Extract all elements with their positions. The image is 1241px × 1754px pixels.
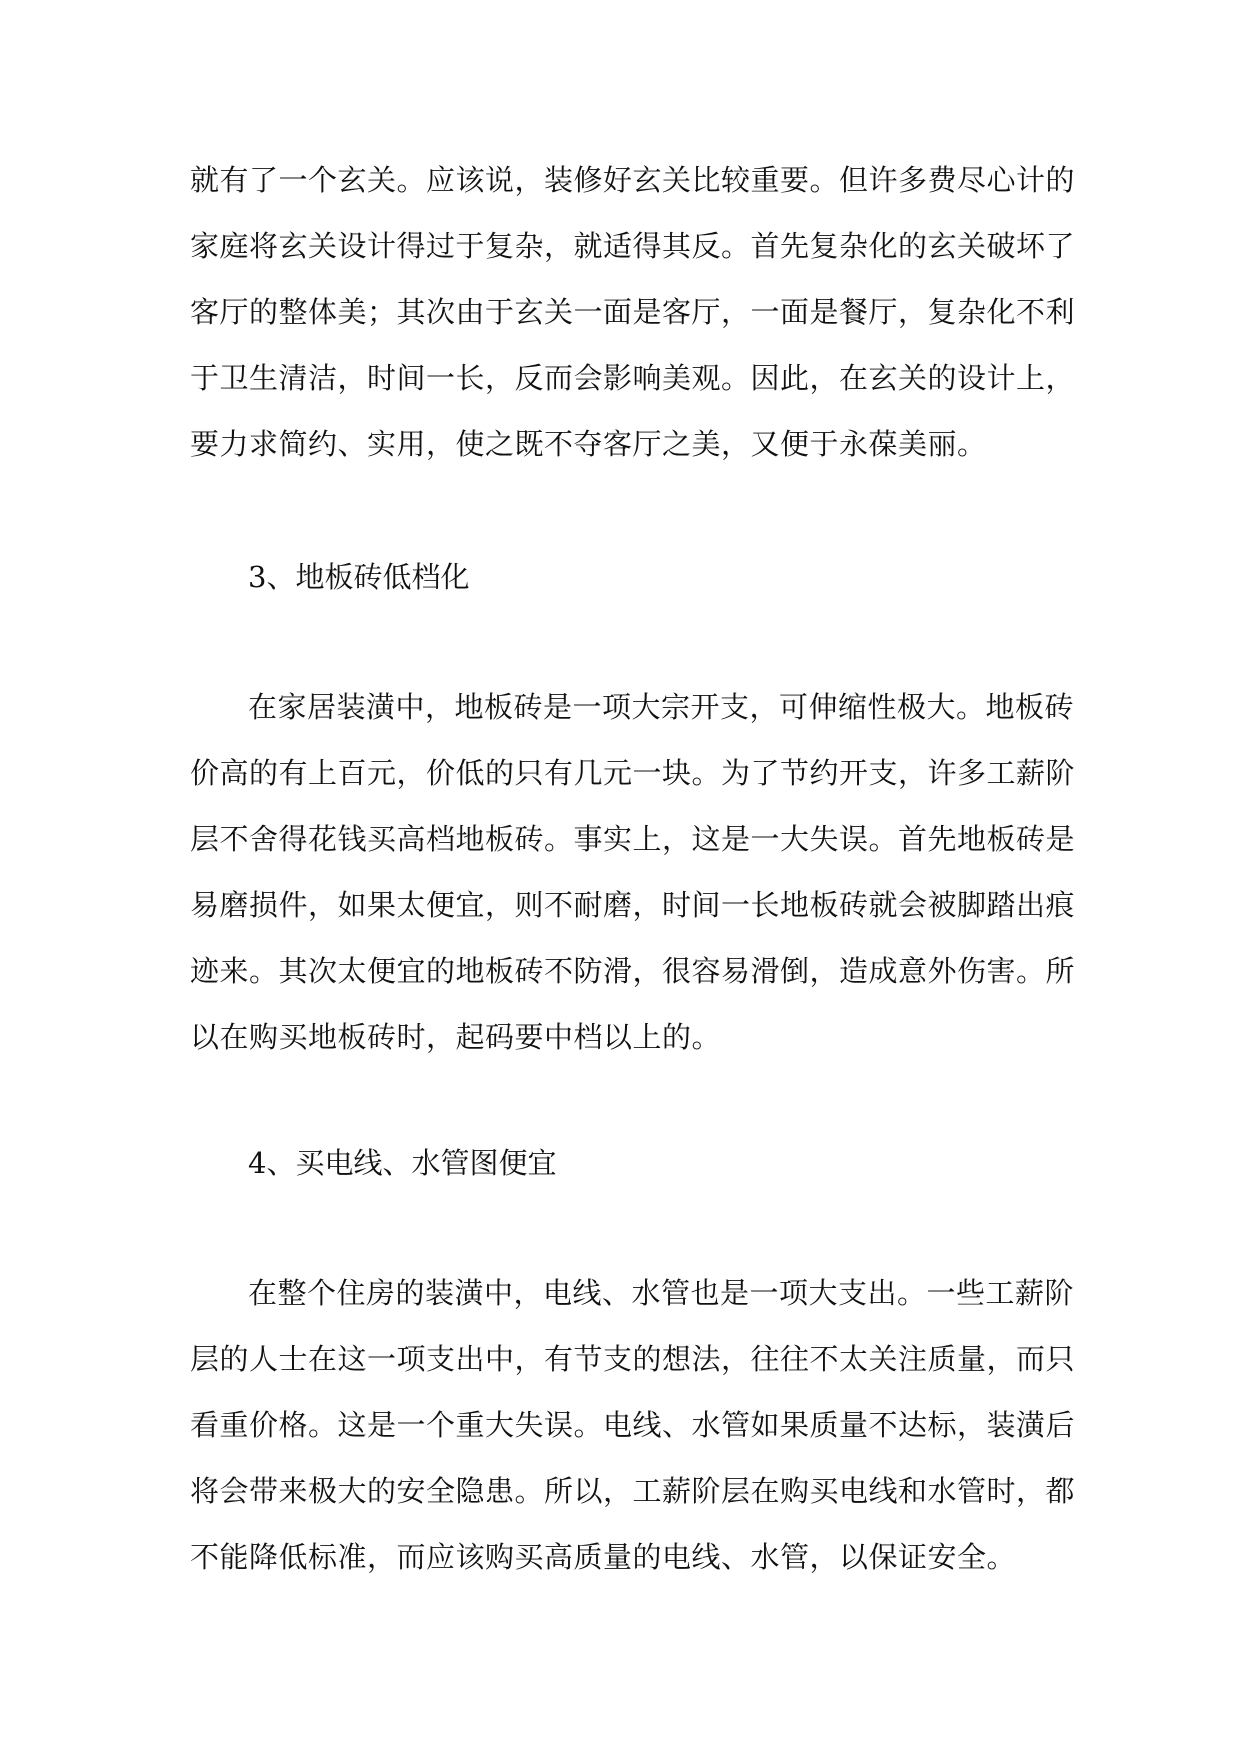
text-line: 以在购买地板砖时，起码要中档以上的。 [190,1020,722,1054]
text-line: 易磨损件，如果太便宜，则不耐磨，时间一长地板砖就会被脚踏出痕 [190,888,1076,922]
heading-wires-pipes: 4、买电线、水管图便宜 [248,1146,557,1180]
text-line: 不能降低标准，而应该购买高质量的电线、水管，以保证安全。 [190,1540,1017,1574]
text-line: 在家居装潢中，地板砖是一项大宗开支，可伸缩性极大。地板砖 [248,690,1075,724]
section-heading-3 [190,544,1060,610]
text-line: 将会带来极大的安全隐患。所以，工薪阶层在购买电线和水管时，都 [190,1474,1076,1508]
text-line: 要力求简约、实用，使之既不夺客厅之美，又便于永葆美丽。 [190,427,987,461]
text-line: 层的人士在这一项支出中，有节支的想法，往往不太关注质量，而只 [190,1342,1076,1376]
text-line: 于卫生清洁，时间一长，反而会影响美观。因此，在玄关的设计上， [190,361,1076,395]
text-line: 在整个住房的装潢中，电线、水管也是一项大支出。一些工薪阶 [248,1276,1075,1310]
text-line: 价高的有上百元，价低的只有几元一块。为了节约开支，许多工薪阶 [190,756,1076,790]
text-line: 客厅的整体美；其次由于玄关一面是客厅，一面是餐厅，复杂化不利 [190,295,1076,329]
section-heading-4 [190,1130,1060,1196]
text-line: 家庭将玄关设计得过于复杂，就适得其反。首先复杂化的玄关破坏了 [190,229,1076,263]
text-line: 看重价格。这是一个重大失误。电线、水管如果质量不达标，装潢后 [190,1408,1076,1442]
text-line: 迹来。其次太便宜的地板砖不防滑，很容易滑倒，造成意外伤害。所 [190,954,1076,988]
paragraph-entryway [190,147,1076,477]
paragraph-wires-pipes [190,1260,1076,1590]
text-line: 就有了一个玄关。应该说，装修好玄关比较重要。但许多费尽心计的 [190,163,1076,197]
paragraph-floor-tiles [190,674,1076,1070]
heading-floor-tiles: 3、地板砖低档化 [248,560,470,594]
text-line: 层不舍得花钱买高档地板砖。事实上，这是一大失误。首先地板砖是 [190,822,1076,856]
